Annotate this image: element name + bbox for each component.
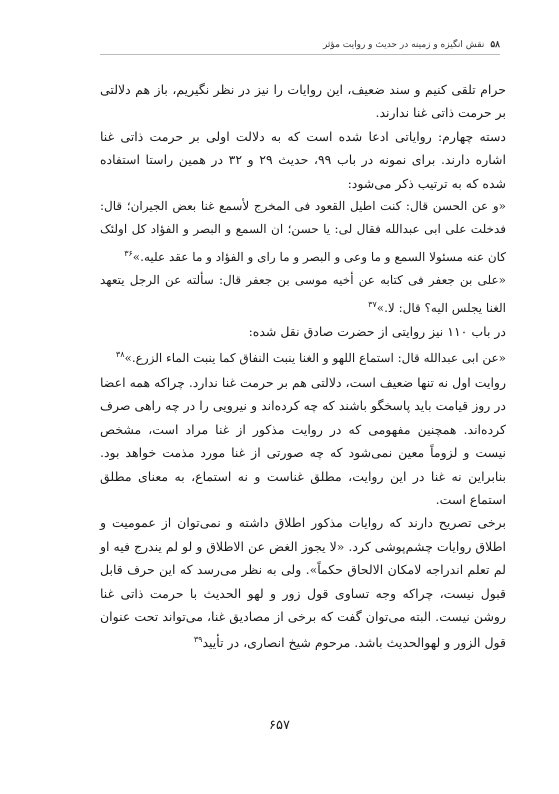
paragraph-5-text: برخی تصریح دارند که روایات مذکور اطلاق داشته و نمی‌توان از عمومیت و اطلاق روایات چشم‌پوشی کرد. «لا یجوز الغض عن الاطلاق و لو لم یندرج فیه او لم تعلم اندراجه لامکان الالحاق حکماً». ولی به نظر می‌رسد که این حرف قابل قبول نیست، چراکه وجه تساوی قول زور و لهو الحدیث با حرمت ذاتی غنا روشن نیست. البته می‌توان گفت که برخی از مصادیق غنا، می‌تواند تحت عنوان قول الزور و لهوالحدیث باشد. مرحوم شیخ انصاری، در تأیید bbox=[100, 515, 506, 651]
quote-hadith-2-text: «علی بن جعفر فی کتابه عن أخیه موسی بن جعفر قال: سألته عن الرجل یتعهد الغنا یجلس الیه؟ قال: لا.» bbox=[100, 273, 506, 315]
footnote-mark-36: ۳۶ bbox=[124, 248, 133, 258]
paragraph-5 bbox=[100, 511, 506, 655]
paragraph-1: حرام تلقی کنیم و سند ضعیف، این روایات را نیز در نظر نگیریم، باز هم دلالتی بر حرمت ذاتی غنا ندارند. bbox=[100, 82, 506, 121]
header-page-number: ۵۸ bbox=[490, 40, 500, 50]
footnote-mark-37: ۳۷ bbox=[368, 299, 377, 309]
paragraph-4: روایت اول نه تنها ضعیف است، دلالتی هم بر حرمت غنا ندارد. چراکه همه اعضا در روز قیامت باید پاسخگو باشند که چه کرده‌اند و نیرویی را در چه راهی صرف کرده‌اند. همچنین مفهومی که در روایت مذکور از غنا مراد است، مشخص نیست و لزوماً معین نمی‌شود که چه صورتی از غنا مورد مذمت خواهد بود. بنابراین نه غنا در این روایت، مطلق غناست و نه استماع، به معنای مطلق استماع است. bbox=[100, 374, 506, 507]
quote-hadith-3-text: «عن ابی عبدالله قال: استماع اللهو و الغنا ینبت النفاق کما ینبت الماء الزرع.» bbox=[124, 351, 506, 366]
body-text bbox=[100, 78, 506, 655]
running-header bbox=[100, 40, 500, 55]
paragraph-2: دسته چهارم: روایاتی ادعا شده است که به دلالت اولی بر حرمت ذاتی غنا اشاره دارند. برای نمونه در باب ۹۹، حدیث ۲۹ و ۳۲ در همین راستا استفاده شده که به ترتیب ذکر می‌شود: bbox=[100, 128, 507, 191]
paragraph-3: در باب ۱۱۰ نیز روایتی از حضرت صادق نقل شده: bbox=[248, 324, 506, 340]
footnote-mark-39: ۳۹ bbox=[193, 635, 203, 645]
quote-hadith-2 bbox=[100, 269, 506, 320]
footnote-mark-38: ۳۸ bbox=[115, 350, 125, 360]
quote-hadith-3 bbox=[100, 343, 506, 370]
header-title: نقش انگیزه و زمینه در حدیث و روایت مؤثر bbox=[322, 40, 485, 50]
quote-hadith-1 bbox=[100, 195, 506, 269]
quote-hadith-1-text: «و عن الحسن قال: کنت اطیل القعود فی المخرج لأسمع غنا بعض الجیران؛ قال: فدخلت علی ابی عبدالله فقال لی: یا حسن؛ ان السمع و البصر و الفؤاد کل اولئک کان عنه مسئولا السمع و ما وعی و البصر و ما رای و الفؤاد و ما عقد علیه.» bbox=[100, 199, 506, 264]
page-number: ۶۵۷ bbox=[269, 718, 290, 733]
